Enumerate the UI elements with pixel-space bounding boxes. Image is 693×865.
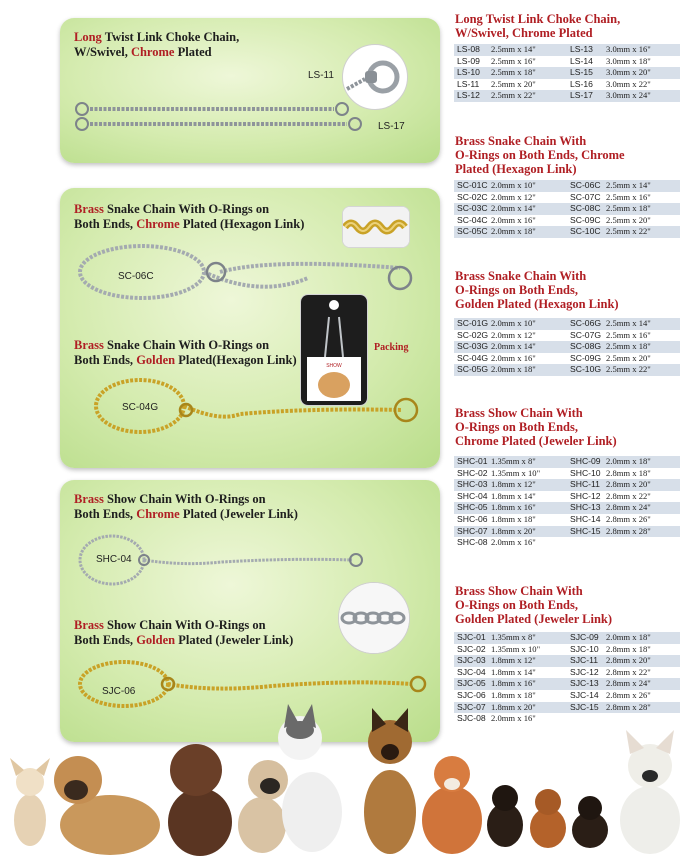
- spec-code-cell: SC-07C: [570, 191, 601, 202]
- spec-row: [454, 491, 680, 503]
- spec-code-cell: SJC-06: [457, 689, 486, 700]
- spec-row: [454, 226, 680, 238]
- spec-size-cell: 2.8mm x 28": [606, 526, 680, 538]
- spec-size-cell: 2.0mm x 16": [491, 537, 536, 548]
- heading-run: Snake Chain With O-Rings on: [103, 338, 270, 352]
- spec-code-cell: SJC-04: [457, 666, 486, 677]
- spec-code-cell: SHC-12: [570, 490, 601, 501]
- heading-run: W/Swivel,: [74, 45, 131, 59]
- spec-code-cell: SJC-03: [454, 655, 489, 667]
- spec-size-cell: 2.0mm x 18": [606, 456, 680, 468]
- section-title-line: Chrome Plated (Jeweler Link): [455, 434, 617, 448]
- heading-run: Brass: [74, 338, 104, 352]
- spec-code-cell: SC-01C: [454, 180, 489, 192]
- panel-heading: [74, 30, 239, 60]
- product-panel-long-twist: [60, 18, 440, 163]
- spec-code-cell: SC-09C: [570, 214, 601, 225]
- spec-code-cell: [567, 537, 606, 549]
- spec-size-cell: 3.0mm x 18": [606, 55, 651, 66]
- spec-code-cell: LS-10: [454, 67, 489, 79]
- heading-run: Both Ends,: [74, 507, 137, 521]
- dog-toller: [422, 756, 482, 854]
- panel-heading: [74, 618, 293, 648]
- spec-code-cell: SJC-13: [567, 678, 606, 690]
- spec-size-cell: 3.0mm x 20": [606, 67, 680, 79]
- heading-run: Brass: [74, 492, 104, 506]
- spec-size-cell: 2.5mm x 22": [606, 226, 680, 238]
- spec-size-cell: 3.0mm x 16": [606, 44, 680, 56]
- spec-section-title: [455, 406, 690, 448]
- spec-code-cell: SHC-13: [567, 502, 606, 514]
- spec-row: [454, 90, 680, 102]
- spec-size-cell: 3.0mm x 22": [606, 78, 651, 89]
- spec-code-cell: SC-03C: [454, 203, 489, 215]
- spec-table: [454, 456, 680, 549]
- spec-code-cell: SC-10G: [567, 364, 606, 376]
- chain-closeup-photo: [338, 582, 410, 654]
- dog-french-bulldog: [620, 730, 680, 854]
- spec-size-cell: 2.8mm x 26": [606, 513, 651, 524]
- spec-size-cell: 2.0mm x 12": [491, 329, 536, 340]
- heading-run: Both Ends,: [74, 217, 137, 231]
- section-title-line: W/Swivel, Chrome Plated: [455, 26, 593, 40]
- spec-row: [454, 644, 680, 656]
- spec-code-cell: SC-09G: [570, 352, 602, 363]
- spec-size-cell: 2.5mm x 14": [489, 44, 567, 56]
- section-title-line: Plated (Hexagon Link): [455, 162, 577, 176]
- heading-run: Plated(Hexagon Link): [175, 353, 297, 367]
- heading-run: Chrome: [136, 507, 180, 521]
- spec-row: [454, 67, 680, 79]
- spec-code-cell: SJC-11: [567, 655, 606, 667]
- spec-row: [454, 203, 680, 215]
- spec-size-cell: 2.0mm x 14": [489, 203, 567, 215]
- spec-section-title: [455, 269, 690, 311]
- product-code-label: SC-06C: [118, 271, 154, 282]
- spec-size-cell: 1.35mm x 10": [491, 467, 541, 478]
- spec-code-cell: LS-11: [457, 78, 480, 89]
- spec-code-cell: SC-08C: [567, 203, 606, 215]
- spec-code-cell: SHC-11: [567, 479, 606, 491]
- spec-size-cell: 2.8mm x 20": [606, 479, 680, 491]
- panel-heading-line: [74, 353, 297, 368]
- spec-code-cell: SC-06C: [567, 180, 606, 192]
- panel-heading-line: [74, 492, 298, 507]
- spec-row: [454, 215, 680, 227]
- spec-code-cell: SJC-10: [570, 643, 599, 654]
- spec-code-cell: SJC-14: [570, 689, 599, 700]
- section-title-line: O-Rings on Both Ends, Chrome: [455, 148, 625, 162]
- spec-code-cell: SHC-05: [454, 502, 489, 514]
- spec-size-cell: 2.8mm x 24": [606, 678, 680, 690]
- spec-size-cell: 2.5mm x 14": [606, 180, 680, 192]
- spec-row: [454, 537, 680, 549]
- spec-code-cell: SHC-07: [454, 526, 489, 538]
- heading-run: Plated (Hexagon Link): [179, 217, 305, 231]
- heading-run: Chrome: [136, 217, 180, 231]
- spec-size-cell: 2.0mm x 10": [489, 318, 567, 330]
- panel-heading-line: [74, 633, 293, 648]
- spec-size-cell: 2.5mm x 22": [489, 90, 567, 102]
- spec-code-cell: SC-03G: [454, 341, 489, 353]
- section-title-line: Brass Snake Chain With: [455, 134, 587, 148]
- dog-mastiff-puppy: [54, 756, 160, 855]
- spec-row: [454, 192, 680, 204]
- spec-row: [454, 364, 680, 376]
- spec-row: [454, 341, 680, 353]
- spec-code-cell: SC-05C: [454, 226, 489, 238]
- spec-size-cell: [606, 537, 680, 549]
- spec-code-cell: SJC-15: [567, 702, 606, 714]
- heading-run: Twist Link Choke Chain,: [101, 30, 240, 44]
- heading-run: Brass: [74, 202, 104, 216]
- dog-chihuahua: [10, 758, 50, 846]
- spec-size-cell: 2.5mm x 18": [489, 67, 567, 79]
- spec-size-cell: 1.8mm x 18": [491, 689, 536, 700]
- swivel-closeup-photo: [342, 44, 408, 110]
- panel-heading: [74, 338, 297, 368]
- spec-size-cell: 1.8mm x 20": [489, 702, 567, 714]
- spec-code-cell: SC-04C: [457, 214, 488, 225]
- spec-code-cell: SC-02G: [457, 329, 489, 340]
- spec-size-cell: 2.5mm x 20": [606, 214, 651, 225]
- spec-row: [454, 632, 680, 644]
- spec-code-cell: SC-04G: [457, 352, 489, 363]
- spec-code-cell: SJC-12: [570, 666, 599, 677]
- spec-table: [454, 180, 680, 238]
- spec-code-cell: LS-13: [567, 44, 606, 56]
- heading-run: Plated (Jeweler Link): [175, 633, 294, 647]
- spec-size-cell: 3.0mm x 24": [606, 90, 680, 102]
- spec-size-cell: 2.8mm x 24": [606, 502, 680, 514]
- spec-size-cell: 1.8mm x 16": [489, 502, 567, 514]
- spec-size-cell: 1.8mm x 18": [491, 513, 536, 524]
- section-title-line: O-Rings on Both Ends,: [455, 598, 578, 612]
- spec-row: [454, 79, 680, 91]
- product-code-label: SC-04G: [122, 402, 159, 413]
- spec-size-cell: 1.8mm x 20": [489, 526, 567, 538]
- panel-heading: [74, 492, 298, 522]
- spec-size-cell: 2.0mm x 14": [489, 341, 567, 353]
- heading-run: Snake Chain With O-Rings on: [103, 202, 270, 216]
- spec-code-cell: LS-15: [567, 67, 606, 79]
- spec-code-cell: SHC-02: [457, 467, 488, 478]
- section-title-line: O-Rings on Both Ends,: [455, 420, 578, 434]
- section-title-line: Brass Show Chain With: [455, 406, 583, 420]
- dog-pug: [238, 760, 288, 853]
- spec-size-cell: 2.8mm x 28": [606, 702, 680, 714]
- spec-size-cell: 2.5mm x 18": [606, 341, 680, 353]
- spec-code-cell: SC-01G: [454, 318, 489, 330]
- spec-size-cell: 1.8mm x 14": [491, 666, 536, 677]
- product-code-label: SJC-06: [102, 686, 136, 697]
- spec-row: [454, 678, 680, 690]
- spec-size-cell: 2.0mm x 18": [489, 226, 567, 238]
- dogs-cavalier-puppies: [487, 785, 608, 848]
- panel-heading-line: [74, 338, 297, 353]
- spec-code-cell: SHC-03: [454, 479, 489, 491]
- section-title-line: Golden Plated (Hexagon Link): [455, 297, 619, 311]
- spec-size-cell: 2.8mm x 22": [606, 490, 651, 501]
- dog-malinois: [364, 708, 416, 854]
- spec-size-cell: 1.8mm x 12": [489, 479, 567, 491]
- panel-heading-line: [74, 202, 304, 217]
- spec-row: [454, 655, 680, 667]
- heading-run: Long: [74, 30, 102, 44]
- spec-code-cell: SHC-04: [457, 490, 488, 501]
- spec-row: [454, 56, 680, 68]
- spec-code-cell: LS-12: [454, 90, 489, 102]
- product-panel-snake-chain: [60, 188, 440, 468]
- spec-code-cell: SC-10C: [567, 226, 606, 238]
- product-code-label: LS-11: [308, 70, 334, 81]
- heading-run: Show Chain With O-Rings on: [103, 492, 266, 506]
- dog-labradoodle: [168, 744, 232, 856]
- spec-size-cell: 1.35mm x 8": [489, 456, 567, 468]
- spec-row: [454, 468, 680, 480]
- spec-size-cell: 2.5mm x 16": [606, 329, 651, 340]
- spec-table: [454, 318, 680, 376]
- panel-heading-line: [74, 30, 239, 45]
- heading-run: Plated: [174, 45, 212, 59]
- spec-size-cell: 2.8mm x 18": [606, 467, 651, 478]
- heading-run: Plated (Jeweler Link): [179, 507, 298, 521]
- spec-code-cell: SJC-05: [454, 678, 489, 690]
- spec-code-cell: SHC-01: [454, 456, 489, 468]
- spec-size-cell: 1.8mm x 16": [489, 678, 567, 690]
- spec-row: [454, 44, 680, 56]
- spec-size-cell: 1.35mm x 8": [489, 632, 567, 644]
- heading-run: Chrome: [130, 45, 175, 59]
- spec-size-cell: 2.0mm x 10": [489, 180, 567, 192]
- spec-code-cell: SJC-09: [567, 632, 606, 644]
- spec-row: [454, 502, 680, 514]
- spec-code-cell: LS-17: [567, 90, 606, 102]
- spec-size-cell: 2.0mm x 12": [491, 191, 536, 202]
- spec-size-cell: 2.8mm x 22": [606, 666, 651, 677]
- heading-run: Brass: [74, 618, 104, 632]
- heading-run: Show Chain With O-Rings on: [103, 618, 266, 632]
- spec-row: [454, 180, 680, 192]
- heading-run: Both Ends,: [74, 353, 137, 367]
- section-title-line: Brass Snake Chain With: [455, 269, 587, 283]
- spec-code-cell: LS-08: [454, 44, 489, 56]
- spec-row: [454, 479, 680, 491]
- spec-row: [454, 667, 680, 679]
- spec-table: [454, 44, 680, 102]
- spec-size-cell: 2.5mm x 16": [606, 191, 651, 202]
- heading-run: Golden: [136, 633, 176, 647]
- spec-code-cell: SC-02C: [457, 191, 488, 202]
- spec-code-cell: SJC-07: [454, 702, 489, 714]
- spec-size-cell: 2.5mm x 20": [606, 352, 651, 363]
- spec-size-cell: 2.0mm x 18": [489, 364, 567, 376]
- spec-code-cell: SHC-08: [457, 537, 488, 548]
- spec-size-cell: 2.8mm x 26": [606, 689, 651, 700]
- panel-heading-line: [74, 45, 239, 60]
- spec-code-cell: SJC-08: [457, 713, 486, 724]
- spec-code-cell: LS-16: [570, 78, 593, 89]
- spec-row: [454, 330, 680, 342]
- spec-section-title: [455, 12, 690, 40]
- spec-size-cell: 1.8mm x 12": [489, 655, 567, 667]
- spec-size-cell: 2.5mm x 18": [606, 203, 680, 215]
- section-title-line: Brass Show Chain With: [455, 584, 583, 598]
- heading-run: Golden: [136, 353, 176, 367]
- spec-row: [454, 526, 680, 538]
- spec-code-cell: SJC-01: [454, 632, 489, 644]
- product-code-label: LS-17: [378, 121, 405, 132]
- section-title-line: O-Rings on Both Ends,: [455, 283, 578, 297]
- spec-row: [454, 318, 680, 330]
- spec-code-cell: LS-14: [570, 55, 593, 66]
- panel-heading-line: [74, 618, 293, 633]
- spec-row: [454, 514, 680, 526]
- spec-size-cell: 2.0mm x 18": [606, 632, 680, 644]
- spec-code-cell: SC-06G: [567, 318, 606, 330]
- chain-image-ls-17: [72, 114, 372, 134]
- product-code-label: SHC-04: [96, 554, 132, 565]
- spec-code-cell: SC-05G: [454, 364, 489, 376]
- spec-section-title: [455, 584, 690, 626]
- spec-row: [454, 353, 680, 365]
- spec-size-cell: 2.0mm x 16": [491, 352, 536, 363]
- spec-row: [454, 456, 680, 468]
- spec-size-cell: 2.5mm x 14": [606, 318, 680, 330]
- section-title-line: Golden Plated (Jeweler Link): [455, 612, 613, 626]
- spec-code-cell: SJC-02: [457, 643, 486, 654]
- heading-run: Both Ends,: [74, 633, 137, 647]
- spec-size-cell: 2.0mm x 16": [491, 713, 536, 724]
- section-title-line: Long Twist Link Choke Chain,: [455, 12, 621, 26]
- spec-code-cell: SHC-09: [567, 456, 606, 468]
- spec-size-cell: 2.0mm x 16": [491, 214, 536, 225]
- spec-size-cell: 2.5mm x 16": [491, 55, 536, 66]
- spec-size-cell: 1.8mm x 14": [491, 490, 536, 501]
- spec-code-cell: SC-07G: [570, 329, 602, 340]
- spec-size-cell: 2.5mm x 22": [606, 364, 680, 376]
- spec-size-cell: 2.8mm x 20": [606, 655, 680, 667]
- spec-code-cell: SHC-10: [570, 467, 601, 478]
- spec-code-cell: SHC-06: [457, 513, 488, 524]
- spec-code-cell: LS-09: [457, 55, 480, 66]
- spec-code-cell: SHC-15: [567, 526, 606, 538]
- spec-size-cell: 1.35mm x 10": [491, 643, 541, 654]
- panel-heading-line: [74, 507, 298, 522]
- spec-section-title: [455, 134, 690, 176]
- dogs-photo-strip: [0, 700, 693, 865]
- spec-size-cell: 2.5mm x 20": [491, 78, 536, 89]
- svg-text:SHOW: SHOW: [326, 363, 342, 369]
- packing-label: Packing: [374, 342, 409, 353]
- spec-code-cell: SC-08G: [567, 341, 606, 353]
- spec-size-cell: 2.8mm x 18": [606, 643, 651, 654]
- spec-code-cell: SHC-14: [570, 513, 601, 524]
